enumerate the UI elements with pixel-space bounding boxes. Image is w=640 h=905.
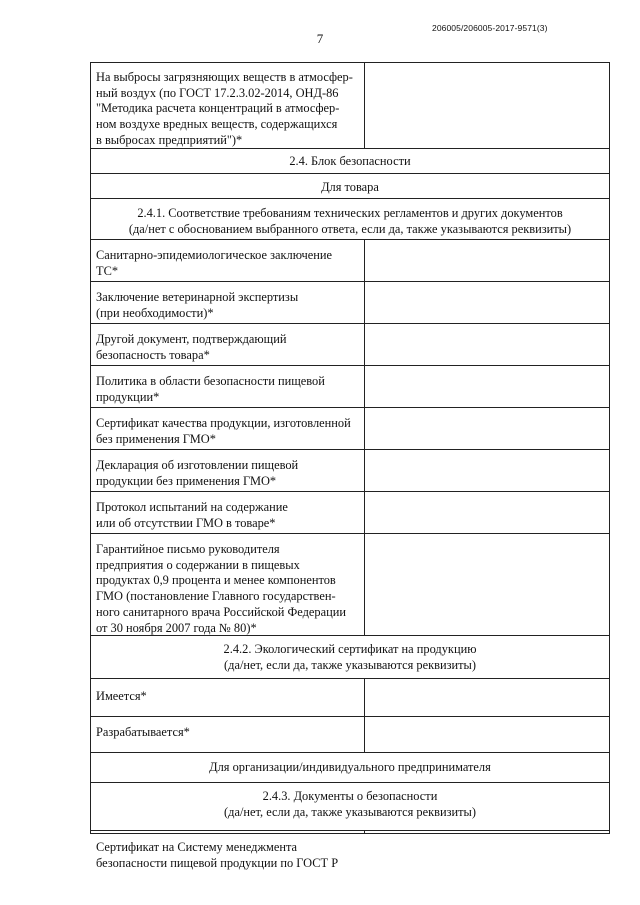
- row-label: Разрабатывается*: [96, 725, 190, 739]
- form-table: [90, 62, 610, 870]
- section-heading: Для организации/индивидуального предпринимателя: [209, 760, 491, 774]
- table-row: [90, 717, 610, 753]
- section-heading-row: [90, 636, 610, 679]
- table-row: [90, 679, 610, 717]
- row-value-cell: [365, 831, 609, 833]
- table-row: [90, 831, 610, 870]
- section-heading-row: [90, 148, 610, 174]
- row-value-cell: [365, 63, 609, 148]
- table-row: [90, 366, 610, 408]
- table-row: [90, 62, 610, 149]
- row-value-cell: [365, 492, 609, 533]
- row-label: Имеется*: [96, 689, 147, 703]
- row-label: Сертификат на Систему менеджмента безопасности пищевой продукции по ГОСТ Р: [96, 840, 339, 870]
- section-heading-row: [90, 753, 610, 783]
- row-value-cell: [365, 679, 609, 716]
- row-value-cell: [365, 366, 609, 407]
- row-label: Протокол испытаний на содержание или об отсутствии ГМО в товаре*: [96, 500, 288, 530]
- row-label: Другой документ, подтверждающий безопасность товара*: [96, 332, 287, 362]
- table-row: [90, 324, 610, 366]
- section-heading: 2.4.3. Документы о безопасности (да/нет, если да, также указываются реквизиты): [224, 789, 476, 819]
- row-label: Заключение ветеринарной экспертизы (при необходимости)*: [96, 290, 299, 320]
- row-value-cell: [365, 240, 609, 281]
- table-row: [90, 408, 610, 450]
- document-id: 206005/206005-2017-9571(3): [432, 23, 548, 33]
- row-label: Сертификат качества продукции, изготовленной без применения ГМО*: [96, 416, 351, 446]
- row-value-cell: [365, 408, 609, 449]
- section-heading-row: [90, 783, 610, 831]
- row-label: Декларация об изготовлении пищевой продукции без применения ГМО*: [96, 458, 299, 488]
- table-row: [90, 534, 610, 636]
- section-heading: 2.4. Блок безопасности: [289, 154, 411, 168]
- page-number: 7: [316, 31, 324, 46]
- section-heading-row: [90, 199, 610, 240]
- row-value-cell: [365, 324, 609, 365]
- row-label: Санитарно-эпидемиологическое заключение ТС*: [96, 248, 332, 278]
- section-heading-row: [90, 174, 610, 199]
- row-value-cell: [365, 450, 609, 491]
- table-row: [90, 240, 610, 282]
- section-heading: 2.4.2. Экологический сертификат на продукцию (да/нет, если да, также указываются реквизиты): [223, 642, 477, 672]
- table-row: [90, 492, 610, 534]
- row-value-cell: [365, 534, 609, 635]
- row-label: Политика в области безопасности пищевой продукции*: [96, 374, 325, 404]
- table-row: [90, 450, 610, 492]
- row-value-cell: [365, 717, 609, 752]
- row-label: Гарантийное письмо руководителя предприятия о содержании в пищевых продуктах 0,9 процента и менее компонентов ГМО (постановление Главного государствен- ного санитарного врача Российской Федерации от 30 ноября 2007 года № 80)*: [96, 542, 347, 635]
- row-value-cell: [365, 282, 609, 323]
- section-heading: Для товара: [321, 180, 379, 194]
- section-heading: 2.4.1. Соответствие требованиям технических регламентов и других документов (да/нет с обоснованием выбранного ответа, если да, также указываются реквизиты): [128, 206, 572, 236]
- row-label: На выбросы загрязняющих веществ в атмосфер- ный воздух (по ГОСТ 17.2.3.02-2014, ОНД-86 "Методика расчета концентраций в атмосфер- ном воздухе вредных веществ, содержащихся в выбросах предприятий")*: [96, 70, 353, 147]
- table-row: [90, 282, 610, 324]
